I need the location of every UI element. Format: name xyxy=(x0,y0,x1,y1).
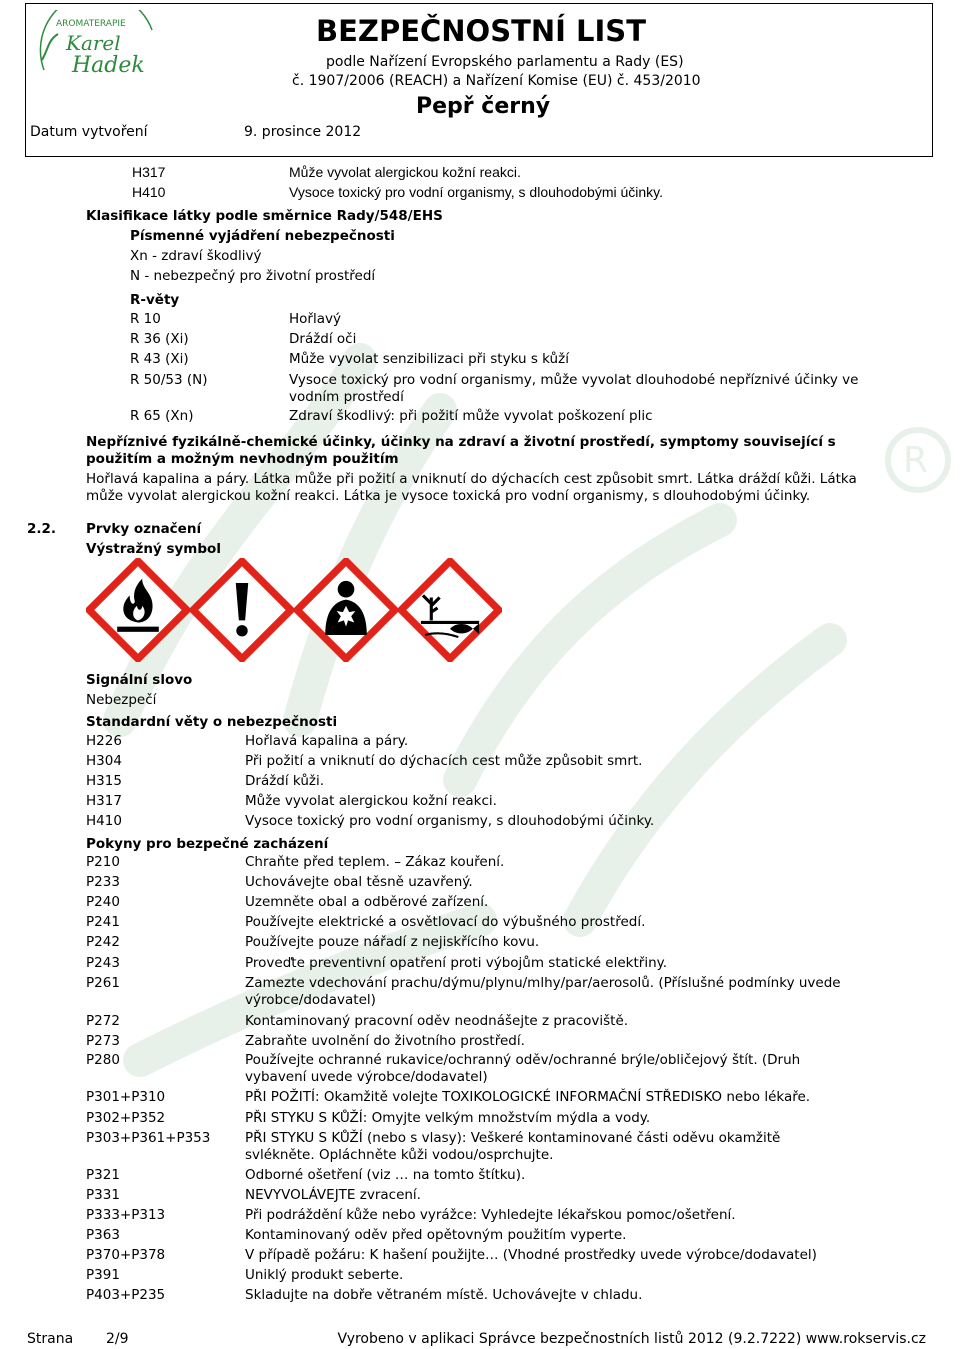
symbol-heading: Výstražný symbol xyxy=(86,541,221,557)
p-statement-text: V případě požáru: K hašení použijte… (Vhodné prostředky uvede výrobce/dodavatel) xyxy=(245,1247,817,1263)
r-text: Vysoce toxický pro vodní organismy, může vyvolat dlouhodobé nepříznivé účinky ve xyxy=(289,372,859,388)
h-heading: Standardní věty o nebezpečnosti xyxy=(86,714,338,730)
neprizive-text-2: může vyvolat alergickou kožní reakci. Látka je vysoce toxická pro vodní organismy, s dlouhodobými účinky. xyxy=(86,488,811,504)
document-title: BEZPEČNOSTNÍ LIST xyxy=(316,14,646,48)
exclamation-pictogram xyxy=(190,558,294,662)
section-title: Prvky označení xyxy=(86,521,202,537)
p-statement-text: NEVYVOLÁVEJTE zvracení. xyxy=(245,1187,421,1203)
neprizive-heading-1: Nepříznivé fyzikálně-chemické účinky, účinky na zdraví a životní prostředí, symptomy související s xyxy=(86,434,836,450)
p-statement-code: P303+P361+P353 xyxy=(86,1130,211,1146)
p-statement-text: Kontaminovaný oděv před opětovným použitím vyperte. xyxy=(245,1227,627,1243)
p-statement-code: P243 xyxy=(86,955,120,971)
p-statement-text: Používejte ochranné rukavice/ochranný oděv/ochranné brýle/obličejový štít. (Druh xyxy=(245,1052,801,1068)
date-label: Datum vytvoření xyxy=(30,124,148,140)
h-statement-text: Vysoce toxický pro vodní organismy, s dlouhodobými účinky. xyxy=(245,813,655,829)
signal-word: Nebezpečí xyxy=(86,692,157,708)
date-value: 9. prosince 2012 xyxy=(244,124,362,140)
p-statement-text: Odborné ošetření (viz … na tomto štítku). xyxy=(245,1167,526,1183)
h-statement-text: Hořlavá kapalina a páry. xyxy=(245,733,409,749)
pismenne-heading: Písmenné vyjádření nebezpečnosti xyxy=(130,228,395,244)
p-heading: Pokyny pro bezpečné zacházení xyxy=(86,836,329,852)
health-hazard-pictogram xyxy=(294,558,398,662)
r-code: R 10 xyxy=(130,311,161,327)
p-statement-code: P370+P378 xyxy=(86,1247,166,1263)
xn-line: Xn - zdraví škodlivý xyxy=(130,248,262,264)
neprizive-heading-2: použitím a možným nevhodným použitím xyxy=(86,451,399,467)
p-statement-code: P301+P310 xyxy=(86,1089,166,1105)
footer-page-number: 2/9 xyxy=(106,1331,129,1347)
p-statement-text: Používejte elektrické a osvětlovací do výbušného prostředí. xyxy=(245,914,646,930)
p-statement-text-cont: vybavení uvede výrobce/dodavatel) xyxy=(245,1069,488,1085)
company-logo xyxy=(34,10,164,80)
p-statement-code: P273 xyxy=(86,1033,120,1049)
p-statement-text: PŘI STYKU S KŮŽÍ (nebo s vlasy): Veškeré kontaminované části oděvu okamžitě xyxy=(245,1130,781,1146)
svg-text:R: R xyxy=(903,440,929,481)
h-statement-code: H317 xyxy=(86,793,122,809)
rvety-heading: R-věty xyxy=(130,292,180,308)
p-statement-text: PŘI POŽITÍ: Okamžitě volejte TOXIKOLOGICKÉ INFORMAČNÍ STŘEDISKO nebo lékaře. xyxy=(245,1089,811,1105)
h-statement-code: H304 xyxy=(86,753,122,769)
signal-heading: Signální slovo xyxy=(86,672,193,688)
p-statement-code: P261 xyxy=(86,975,120,991)
section-number: 2.2. xyxy=(27,521,57,537)
klasifikace-heading: Klasifikace látky podle směrnice Rady/548/EHS xyxy=(86,208,443,224)
p-statement-code: P242 xyxy=(86,934,120,950)
h-statement-code: H315 xyxy=(86,773,122,789)
h-statement-text: Při požití a vniknutí do dýchacích cest může způsobit smrt. xyxy=(245,753,643,769)
r-text: Zdraví škodlivý: při požití může vyvolat poškození plic xyxy=(289,408,653,424)
flame-pictogram xyxy=(86,558,190,662)
h-statement-code: H226 xyxy=(86,733,122,749)
p-statement-text: Uzemněte obal a odběrové zařízení. xyxy=(245,894,489,910)
neprizive-text-1: Hořlavá kapalina a páry. Látka může při požití a vniknutí do dýchacích cest způsobit smrt. Látka dráždí kůži. Látka xyxy=(86,471,857,487)
p-statement-code: P331 xyxy=(86,1187,120,1203)
r-text-cont: vodním prostředí xyxy=(289,389,404,405)
p-statement-code: P391 xyxy=(86,1267,120,1283)
p-statement-code: P272 xyxy=(86,1013,120,1029)
r-text: Dráždí oči xyxy=(289,331,357,347)
r-code: R 50/53 (N) xyxy=(130,372,208,388)
p-statement-code: P280 xyxy=(86,1052,120,1068)
p-statement-text-cont: výrobce/dodavatel) xyxy=(245,992,376,1008)
h-statement-text: Může vyvolat alergickou kožní reakci. xyxy=(245,793,497,809)
p-statement-text: Skladujte na dobře větraném místě. Uchovávejte v chladu. xyxy=(245,1287,643,1303)
product-name: Pepř černý xyxy=(416,94,551,119)
logo-name-1: Karel xyxy=(66,31,121,55)
h-code: H410 xyxy=(132,184,166,200)
p-statement-text-cont: svlékněte. Opláchněte kůži vodou/osprchujte. xyxy=(245,1147,554,1163)
p-statement-text: Zabraňte uvolnění do životního prostředí. xyxy=(245,1033,525,1049)
p-statement-code: P241 xyxy=(86,914,120,930)
p-statement-code: P363 xyxy=(86,1227,120,1243)
p-statement-code: P403+P235 xyxy=(86,1287,166,1303)
p-statement-code: P333+P313 xyxy=(86,1207,166,1223)
p-statement-code: P240 xyxy=(86,894,120,910)
h-statement-code: H410 xyxy=(86,813,122,829)
footer-page-label: Strana xyxy=(27,1331,74,1347)
subtitle-2: č. 1907/2006 (REACH) a Nařízení Komise (EU) č. 453/2010 xyxy=(292,73,701,89)
p-statement-text: Při podráždění kůže nebo vyrážce: Vyhledejte lékařskou pomoc/ošetření. xyxy=(245,1207,736,1223)
p-statement-text: Proveďte preventivní opatření proti výbojům statické elektřiny. xyxy=(245,955,667,971)
footer-credit: Vyrobeno v aplikaci Správce bezpečnostních listů 2012 (9.2.7222) www.rokservis.cz xyxy=(337,1331,926,1347)
p-statement-code: P302+P352 xyxy=(86,1110,166,1126)
logo-name-2: Hadek xyxy=(72,53,145,78)
p-statement-text: Uniklý produkt seberte. xyxy=(245,1267,404,1283)
n-line: N - nebezpečný pro životní prostředí xyxy=(130,268,376,284)
subtitle-1: podle Nařízení Evropského parlamentu a Rady (ES) xyxy=(326,54,684,70)
p-statement-text: PŘI STYKU S KŮŽÍ: Omyjte velkým množstvím mýdla a vody. xyxy=(245,1110,651,1126)
p-statement-text: Chraňte před teplem. – Zákaz kouření. xyxy=(245,854,505,870)
r-code: R 43 (Xi) xyxy=(130,351,189,367)
p-statement-code: P210 xyxy=(86,854,120,870)
p-statement-text: Zamezte vdechování prachu/dýmu/plynu/mlhy/par/aerosolů. (Příslušné podmínky uvede xyxy=(245,975,841,991)
r-code: R 65 (Xn) xyxy=(130,408,194,424)
h-code: H317 xyxy=(132,164,166,180)
p-statement-code: P233 xyxy=(86,874,120,890)
h-text: Může vyvolat alergickou kožní reakci. xyxy=(289,164,521,180)
h-text: Vysoce toxický pro vodní organismy, s dlouhodobými účinky. xyxy=(289,184,664,200)
p-statement-text: Uchovávejte obal těsně uzavřený. xyxy=(245,874,473,890)
p-statement-text: Používejte pouze nářadí z nejiskřícího kovu. xyxy=(245,934,540,950)
r-code: R 36 (Xi) xyxy=(130,331,189,347)
p-statement-code: P321 xyxy=(86,1167,120,1183)
h-statement-text: Dráždí kůži. xyxy=(245,773,325,789)
r-text: Hořlavý xyxy=(289,311,341,327)
environment-pictogram xyxy=(398,558,502,662)
logo-arc-text: AROMATERAPIE xyxy=(56,19,126,29)
p-statement-text: Kontaminovaný pracovní oděv neodnášejte z pracoviště. xyxy=(245,1013,629,1029)
document-header xyxy=(25,3,933,157)
r-text: Může vyvolat senzibilizaci při styku s kůží xyxy=(289,351,569,367)
